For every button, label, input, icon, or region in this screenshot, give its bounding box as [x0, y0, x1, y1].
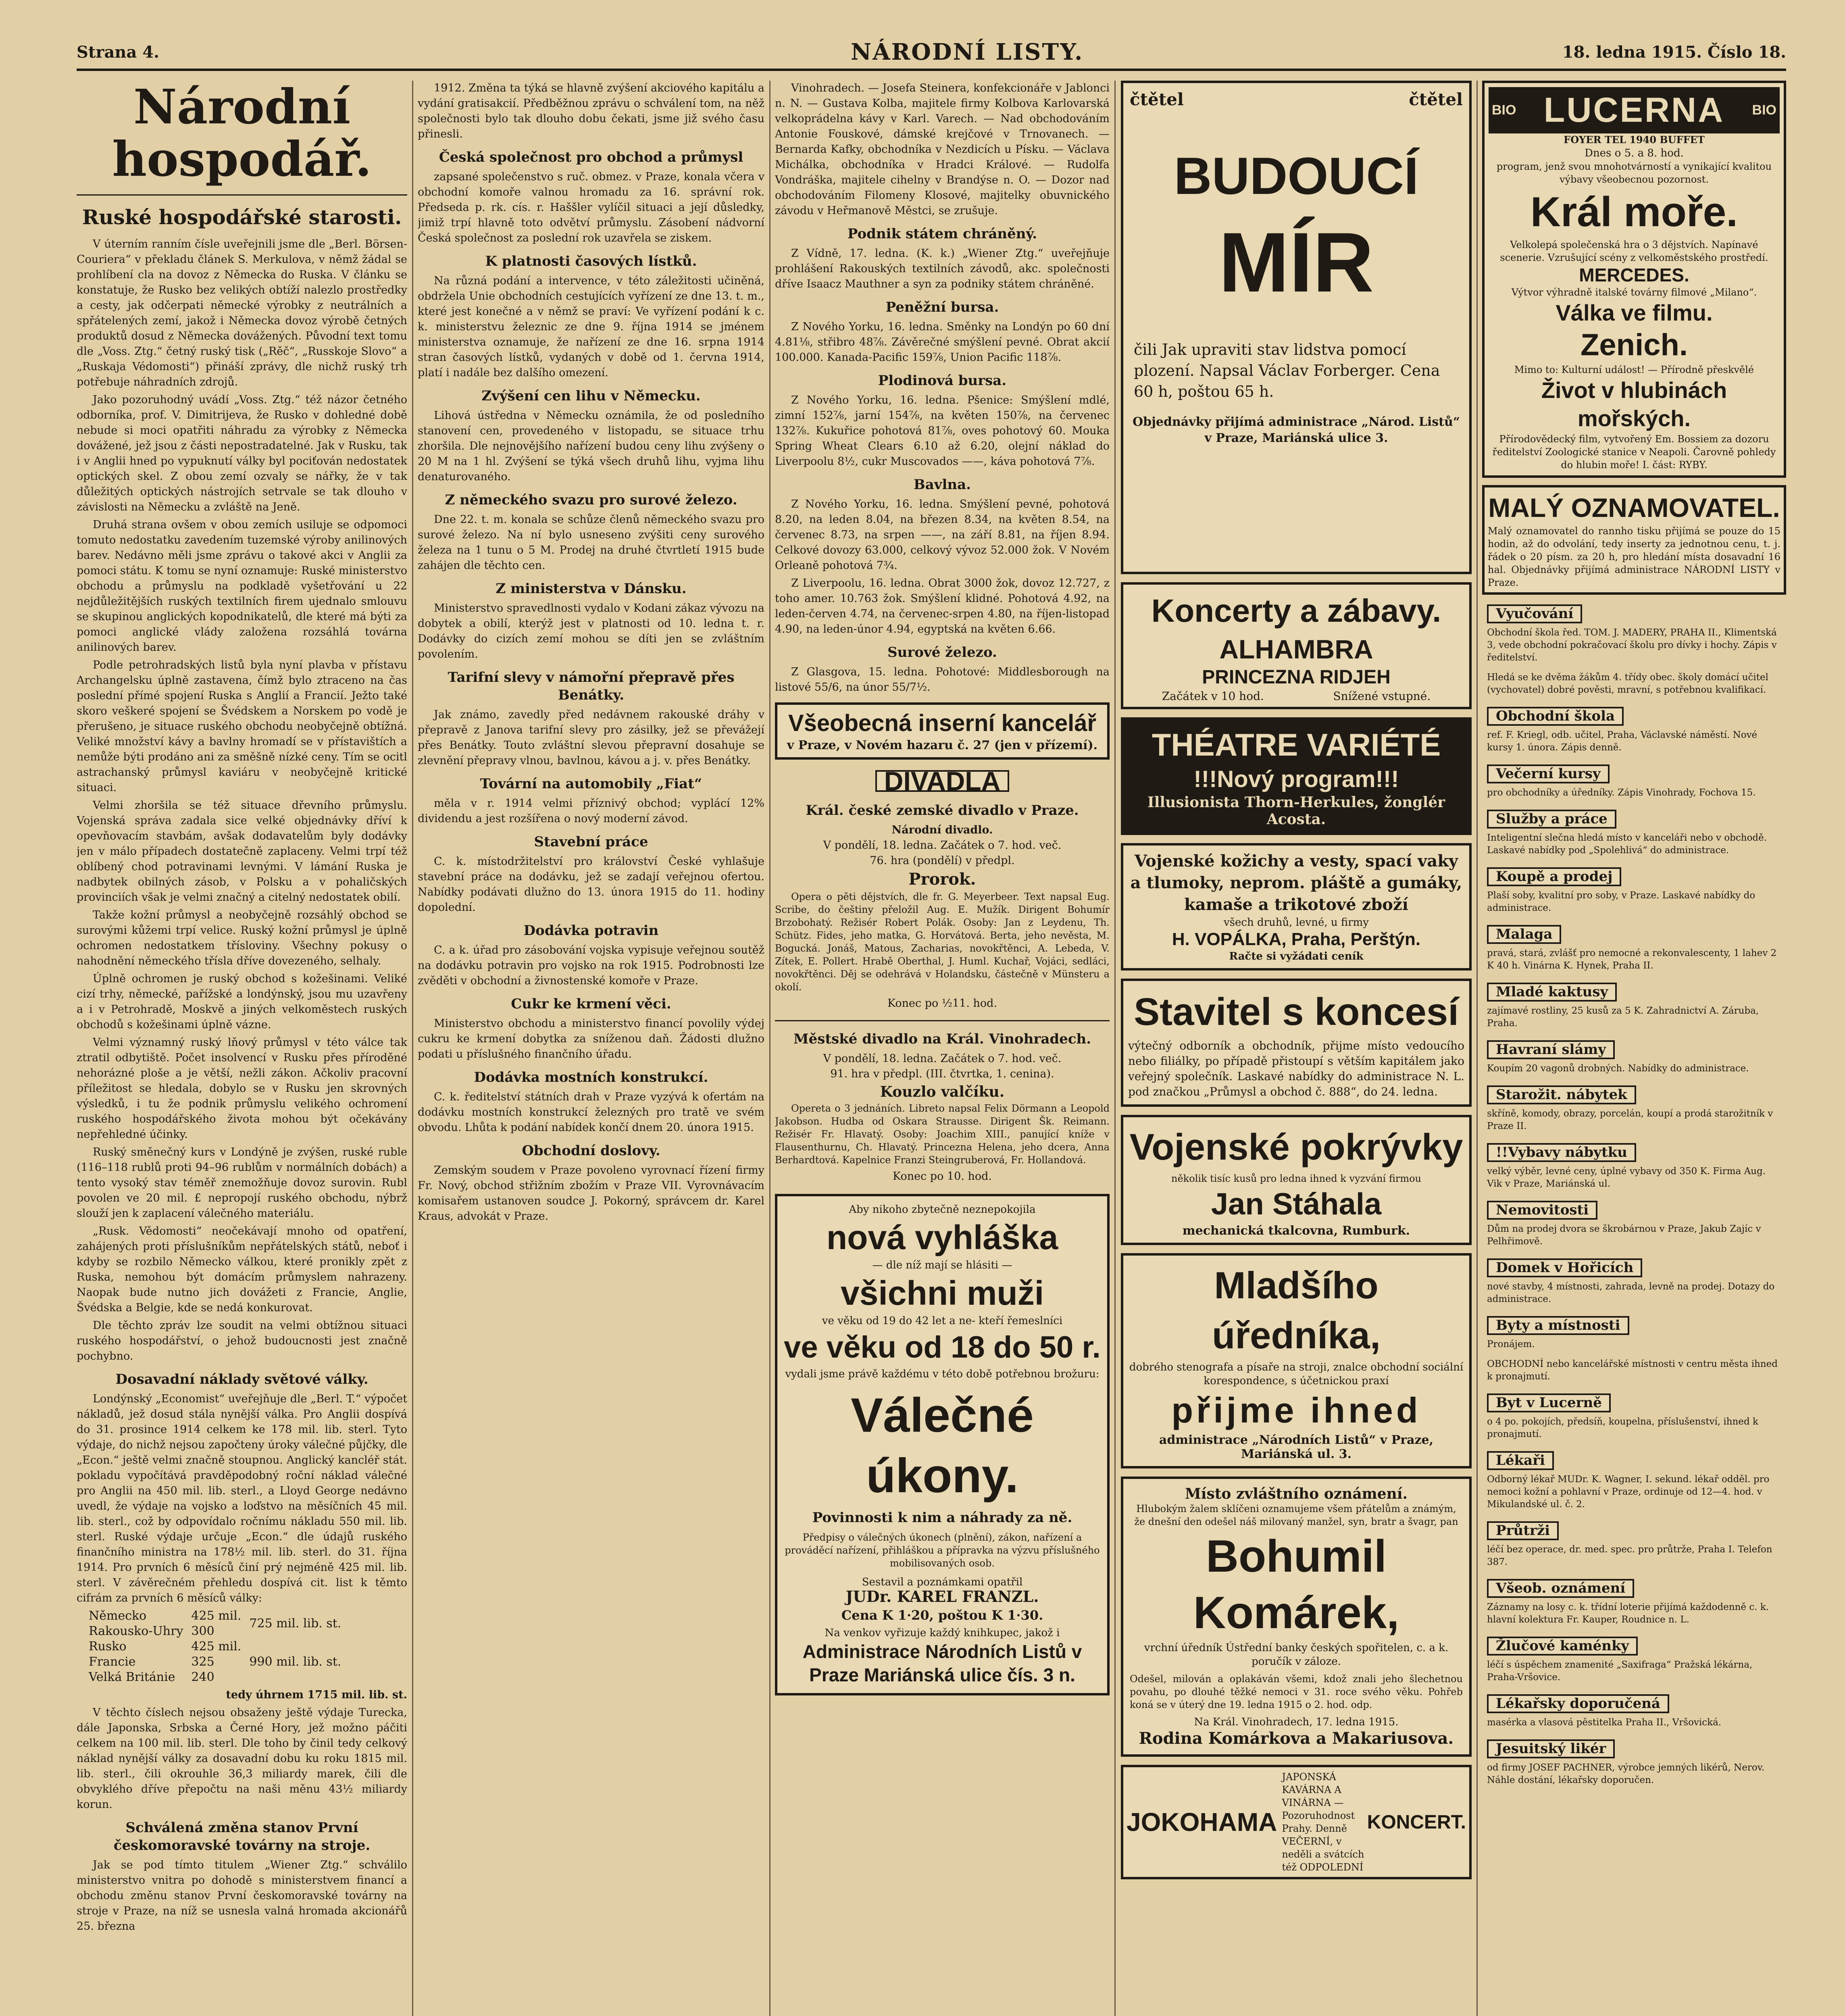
ad-uredni: Mladšího úředníka, dobrého stenografa a písaře na stroji, znalce obchodní sociální korespondence, s účetnickou praxí přijme ihned administrace „Národních Listů“ v Praze, Mariánská ul. 3.: [1121, 1253, 1472, 1468]
article-paragraph: Z Nového Yorku, 16. ledna. Pšenice: Smýšlení mdlé, zimní 152⅞, jarní 154⅞, na květen 150⅞, na červenec 132⅞. Kukuřice pohotová 81⅞, oves pohotový 60. Mouka Spring Wheat Clears 6.10 až 6.20, olejní náklad do Liverpoolu 8½, cukr Muscovados ——, káva pohotová 7⅞.: [775, 394, 1110, 468]
column-divider: [1114, 81, 1116, 2016]
play-cast: Opereta o 3 jednáních. Libreto napsal Felix Dörmann a Leopold Jakobson. Hudba od Oskara Strausse. Dirigent Šk. Reimann. Režisér Fr. Hlavatý. Osoby: Joachim XIII., panující kníže v Flausenthurnu, Ch. Hlavatý. Princezna Helena, jeho dcera, Anna Berhardtová. Kapelnice Franzi Steingruberová, Fr. Hollandová.: [775, 1103, 1110, 1166]
article-paragraph: „Rusk. Vědomosti“ neočekávají mnoho od opatření, zahájených proti příslušníkům nepřátelských států, neboť i kdyby se rozbilo Německo válkou, které pronikly zpět z Ruska, nemohou být domácím průmyslem nahrazeny. Naopak bude nutno jich dovážeti z Francie, Anglie, Švédska a Belgie, kde se nedá konkurovat.: [77, 1225, 407, 1314]
article-paragraph: Z Nového Yorku, 16. ledna. Směnky na Londýn po 60 dní 4.81⅛, střibro 48⅞. Závěrečné smýšlení pevné. Obrat akcií 100.000. Kanada-Pacific 159⅞, Union Pacific 118⅞.: [775, 321, 1110, 364]
column-divider: [1476, 81, 1478, 2016]
ad-stavitel: Stavitel s koncesí výtečný odborník a obchodník, přijme místo vedoucího nebo filiálky, po případě přistoupí s větším kapitálem jako veřejný společník. Laskavé nabídky do administrace N. L. pod značkou „Průmysl a obchod č. 888“, do 24. ledna.: [1121, 979, 1472, 1107]
column-3: Vinohradech. — Josefa Steinera, konfekcionáře v Jablonci n. N. — Gustava Kolba, majitele firmy Kolbova Karlovarská velkoprádelna kávy v Karl. Varech. — Nad obchodováním Antonie Fouskové, dámské krejčové v Trnovanech. — Bernarda Kafky, obchodníka v Nezdicích u Písku. — Václava Michálka, obchodníka v Hradci Králové. — Rudolfa Vondráška, majitele cihelny v Brandýse n. O. — Dozor nad obchodováním Filomeny Klosové, majitelky obuvnického závodu v Heřmanově Městci, se zrušuje. Podnik státem chráněný. Z Vídně, 17. ledna. (K. k.) „Wiener Ztg.“ uveřejňuje prohlášení Rakouských textilních závodů, akc. společnosti dříve Isaacz Mauthner a syn za podniky státem chráněné. Peněžní bursa. Z Nového Yorku, 16. ledna. Směnky na Londýn po 60 dní 4.81⅛, střibro 48⅞. Závěrečné smýšlení pevné. Obrat akcií 100.000. Kanada-Pacific 159⅞, Union Pacific 118⅞. Plodinová bursa. Z Nového Yorku, 16. ledna. Pšenice: Smýšlení mdlé, zimní 152⅞, jarní 154⅞, na květen 150⅞, na červenec 132⅞. Kukuřice pohotová 81⅞, oves pohotový 60. Mouka Spring Wheat Clears 6.10 až 6.20, olejní náklad do Liverpoolu 8½, cukr Muscovados ——, káva pohotová 7⅞. Bavlna. Z Nového Yorku, 16. ledna. Smýšlení pevné, pohotová 8.20, na leden 8.04, na březen 8.34, na květen 8.54, na červenec 8.73, na srpen ——, na září 8.81, na říjen 8.94. Celkové dovozy 63.000, celkový vývoz 52.000 žok. V Novém Orleaně pohotová 7¾. Z Liverpoolu, 16. ledna. Obrat 3000 žok, dovoz 12.727, z toho amer. 10.763 žok. Smýšlení klidné. Pohotová 4.92, na leden-červen 4.74, na červenec-srpen 4.80, na říjen-listopad 4.90, na leden-únor 4.94, egyptská na květen 6.66. Surové železo. Z Glasgova, 15. ledna. Pohotové: Middlesborough na listové 55/6, na únor 55/7½. Všeobecná inserní kancelář v Praze, v Novém hazaru č. 27 (jen v přízemí). DIVADLA Král. české zemské divadlo v Praze. Národní divadlo. V pondělí, 18. ledna. Začátek o 7. hod. več. 76. hra (pondělí) v předpl. Prorok. Opera o pěti dějstvích, dle fr. G. Meyerbeer. Text napsal Eug. Scribe, do češtiny přeložil Aug. E. Mužík. Dirigent Bohumír Brzobohatý. Režisér Robert Polák. Osoby: Jan z Leydenu, Th. Schütz. Fides, jeho matka, G. Horvátová. Berta, jeho nevěsta, M. Bogucká. Jonáš, Matous, Zacharias, novokřtěnci, A. Lebeda, V. Zítek, E. Pollert. Hrabě Oberthal, J. Huml. Kuchař, Vojáci, sedláci, novokřtěnci. Děj se odehrává v Holandsku, částečně v Münsteru a okolí. Konec po ½11. hod. Městské divadlo na Král. Vinohradech. V pondělí, 18. ledna. Začátek o 7. hod. več. 91. hra v předpl. (III. čtvrtka, 1. cenina). Kouzlo valčíku. Opereta o 3 jednáních. Libreto napsal Felix Dörmann a Leopold Jakobson. Hudba od Oskara Strausse. Dirigent Šk. Reimann. Režisér Fr. Hlavatý. Osoby: Joachim XIII., panující kníže v Flausenthurnu, Ch. Hlavatý. Princezna Helena, jeho dcera, Anna Berhardtová. Kapelnice Franzi Steingruberová, Fr. Hollandová. Konec po 10. hod. Aby nikoho zbytečně neznepokojila nová vyhláška — dle níž mají se hlásiti — všichni muži ve věku od 19 do 42 let a ne- kteří řemeslníci ve věku od 18 do 50 r. vydali jsme právě každému v této době potřebnou brožuru: Válečné úkony. Povinnosti k nim a náhrady za ně. Předpisy o válečných úkonech (plnění), zákon, nařízení a prováděcí nařízení, přihláškou a přípravka na výzvu příslušného mobilisovaných osob. Sestavil a poznámkami opatřil JUDr. KAREL FRANZL. Cena K 1·20, poštou K 1·30. Na venkov vyřizuje každý knihkupec, jakož i Administrace Národních Listů v Praze Mariánská ulice čís. 3 n.: [775, 81, 1110, 2016]
article-title: K platnosti časových lístků.: [485, 253, 697, 269]
classified-heading: Havraní slámy: [1487, 1040, 1615, 1059]
play-title: Kouzlo valčíku.: [880, 1083, 1005, 1100]
article-paragraph: Jak známo, zavedly před nedávnem rakouské dráhy v přepravě z Janova tarifní slevy pro zásilky, jež se převážejí přes Benátky. Touto zvláštní slevou přepravní dosahuje se zlevnění přepravy vlnou, bavlnou, kávou a j. v. přes Benátky.: [418, 708, 764, 767]
classified-ad: [1487, 601, 1781, 664]
war-cost-total: tedy úhrnem 1715 mil. lib. st.: [226, 1689, 407, 1701]
table-row: Velká Británie 240: [89, 1670, 214, 1684]
article-paragraph: Ruský směnečný kurs v Londýně je zvýšen, ruské ruble (116–118 rublů proti 94–96 rublům v normálních dobách) a tento vysoký stav téměř znemožňuje dovoz surovin. Rubl povolen ve 20 mil. £ nepropojí ruského obchodu, nýbrž slouží jen k zaplacení válečného materiálu.: [77, 1146, 407, 1220]
classified-ad: [1487, 1198, 1781, 1248]
table-row: Rakousko-Uhry 300: [89, 1624, 214, 1638]
classified-text: pro obchodníky a úředníky. Zápis Vinohrady, Fochova 15.: [1487, 787, 1756, 798]
article-paragraph: Ministerstvo obchodu a ministerstvo financí povolily výdej cukru ke krmení dobytka za sníženou daň. Žádosti dlužno podati u příslušného finančního úřadu.: [418, 1017, 764, 1060]
classified-heading: Koupě a prodej: [1487, 867, 1621, 886]
column-divider: [769, 81, 770, 2016]
classified-heading: Malaga: [1487, 925, 1561, 944]
article-paragraph: V úterním ranním čísle uveřejnili jsme dle „Berl. Börsen-Couriera“ v překladu článek S. Merkulova, v němž žádal se prohlíbení cla na dovoz z Německa do Ruska. V článku se konstatuje, že Rusko bez velikých obtíží nalezlo prostředky a cesty, jak odčerpati německé výrobky z neutrálních a spřátelených zemí, jakož i Německa dovoz výrobě četných produktů dosud z Německa dovážených. Původní text tomu dle „Voss. Ztg.“ četný ruský tisk („Rěč“, „Russkoje Slovo“ a „Ruskaja Védomosti“) přináší zprávy, dle nichž ruský trh potřebuje náhradních zdrojů.: [77, 238, 407, 388]
article-paragraph: Dle těchto zpráv lze soudit na velmi obtížnou situaci ruského hospodářství, o jehož budoucnosti jest značně pochybno.: [77, 1319, 407, 1362]
article-paragraph: Vinohradech. — Josefa Steinera, konfekcionáře v Jablonci n. N. — Gustava Kolba, majitele firmy Kolbova Karlovarská velkoprádelna kávy v Karl. Varech. — Nad obchodováním Antonie Fouskové, dámské krejčové v Trnovanech. — Bernarda Kafky, obchodníka v Nezdicích u Písku. — Václava Michálka, obchodníka v Hradci Králové. — Rudolfa Vondráška, majitele cihelny v Brandýse n. O. — Dozor nad obchodováním Filomeny Klosové, majitelky obuvnického závodu v Heřmanově Městci, se zrušuje.: [775, 82, 1110, 217]
classified-text: Plaší soby, kvalitní pro soby, v Praze. Laskavé nabídky do administrace.: [1487, 890, 1755, 913]
article-title: Schválená změna stanov První českomoravské továrny na stroje.: [113, 1820, 371, 1854]
classified-heading: Starožit. nábytek: [1487, 1085, 1636, 1104]
article-paragraph: Jako pozoruhodný uvádí „Voss. Ztg.“ též názor četného odborníka, prof. V. Dimitrijeva, že Rusko v dohledné době nebude si moci opatřiti náhradu za výrobky z Německa dovážené, jež jsou z části nepostradatelné. Jak v Rusku, tak i v Anglii hned po vypuknutí války byl pociťován nedostatek optických skel. Z obou zemí ozvaly se nářky, že v tak důležitých optických nástrojích setrvale se tak dlouho v závislosti na Německu a zvláště na Jeně.: [77, 394, 407, 513]
classified-text: masérka a vlasová pěstitelka Praha II., Vršovická.: [1487, 1717, 1722, 1728]
article-paragraph: měla v r. 1914 velmi příznivý obchod; vyplácí 12% dividendu a jest rozšířena o nový moderní závod.: [418, 797, 764, 825]
theatre-heading: DIVADLA: [775, 767, 1110, 795]
issue-date: 18. ledna 1915. Číslo 18.: [1562, 43, 1786, 62]
article-title: Z německého svazu pro surové železo.: [445, 492, 737, 508]
classified-text: Záznamy na losy c. k. třídní loterie přijímá každodenně c. k. hlavní kolektura Fr. Kauper, Roudnice n. L.: [1487, 1602, 1769, 1625]
article-title: Cukr ke krmení věci.: [511, 996, 671, 1012]
classified-heading: Služby a práce: [1487, 810, 1616, 829]
war-cost-table: [85, 1608, 345, 1685]
ad-umrti: Místo zvláštního oznámení. Hlubokým žalem sklíčeni oznamujeme všem přátelům a známým, že dnešní den odešel náš milovaný manžel, syn, bratr a švagr, pan Bohumil Komárek, vrchní úředník Ústřední banky českých spořitelen, c. a k. poručík v záloze. Odešel, milován a oplakáván všemi, kdož znali jeho šlechetnou povahu, po dlouhé těžké nemoci v 31. roce svého věku. Pohřeb koná se v úterý dne 19. ledna 1915 o 2. hod. odp. Na Král. Vinohradech, 17. ledna 1915. Rodina Komárkova a Makariusova.: [1121, 1477, 1472, 1757]
classified-text: léčí bez operace, dr. med. spec. pro průtrže, Praha I. Telefon 387.: [1487, 1544, 1772, 1567]
ad-kozichy: Vojenské kožichy a vesty, spací vaky a tlumoky, neprom. pláště a gumáky, kamaše a trikotové zboží všech druhů, levné, u firmy H. VOPÁLKA, Praha, Perštýn. Račte si vyžádati ceník: [1121, 843, 1472, 971]
article-paragraph: Velmi zhoršila se též situace dřevního průmyslu. Vojenská správa zadala sice velké objednávky dříví k opevňovacím stavbám, avšak dodavatelům byly dodávky jen v málo případech dostatečně zaplaceny. Velmi trpí též oblíbený chod potravinami levnými. V lámání Ruska je nadbytek obilných zásob, v Polsku a v pohaličských provinciích však je velmi značný a citelný nedostatek obilí.: [77, 799, 407, 904]
classified-text: Dům na prodej dvora se škrobárnou v Praze, Jakub Zajíc v Pelhřimově.: [1487, 1224, 1761, 1247]
classified-heading: Lékařsky doporučená: [1487, 1694, 1669, 1713]
classified-ad: [1487, 704, 1781, 754]
classified-text: Koupím 20 vagonů drobných. Nabídky do administrace.: [1487, 1063, 1749, 1074]
classified-heading: !!Vybavy nábytku: [1487, 1143, 1636, 1162]
classified-ad: [1487, 1633, 1781, 1684]
ad-inserce: Všeobecná inserní kancelář v Praze, v Novém hazaru č. 27 (jen v přízemí).: [775, 702, 1110, 760]
article-paragraph: Na různá podání a intervence, v této záležitosti učiněná, obdržela Unie obchodních cestujících vyřízení ze dne 13. t. m., které jest konečné a v němž se praví: Ve vyřízení podání k c. k. ministerstvu železnic ze dne 9. října 1914 se jménem ministerstva oznamuje, že nařízení ze dne 16. srpna 1914 stran časových lístků, vydaných v době od 1. června 1914, platí i nadále bez dalšího omezení.: [418, 275, 764, 379]
classified-text: Odborný lékař MUDr. K. Wagner, I. sekund. lékař odděl. pro nemoci kožní a pohlavní v Praze, ordinuje od 12—4. hod. v Mikulandské ul. č. 2.: [1487, 1474, 1770, 1510]
article-paragraph: Druhá strana ovšem v obou zemích usiluje se odpomoci tomuto nedostatku zavedením tuzemské výroby anilinových barev. Nedávno měli jsme zprávu o takové akci v Anglii za pomoci státu. K tomu se nyní oznamuje: Ruské ministerstvo obchodu a průmyslu na podkladě vyšetřování u 22 nejdůležitějších ruských textilních firem ujednalo smlouvu se skupinou anglických kopodnikatelů, dle které má býti za pomoci anglické vlády založena rozsáhlá továrna anilinových barev.: [77, 519, 407, 654]
classified-ad: [1487, 979, 1781, 1030]
classified-heading: Žlučové kaménky: [1487, 1637, 1638, 1656]
classified-ad: [1487, 761, 1781, 799]
table-row: Francie 325: [89, 1655, 214, 1669]
play-cast: Opera o pěti dějstvích, dle fr. G. Meyerbeer. Text napsal Eug. Scribe, do češtiny přeložil Aug. E. Mužík. Dirigent Bohumír Brzobohatý. Režisér Robert Polák. Osoby: Jan z Leydenu, Th. Schütz. Fides, jeho matka, G. Horvátová. Berta, jeho nevěsta, M. Bogucká. Jonáš, Matous, Zacharias, novokřtěnci, A. Lebeda, V. Zítek, E. Pollert. Hrabě Oberthal, J. Huml. Kuchař, Vojáci, sedláci, novokřtěnci. Děj se odehrává v Holandsku, částečně v Münsteru a okolí.: [775, 891, 1110, 993]
classified-text: pravá, stará, zvlášť pro nemocné a rekonvalescenty, 1 lahev 2 K 40 h. Vinárna K. Hynek, Praha II.: [1487, 948, 1777, 971]
classified-ad: [1487, 1255, 1781, 1306]
classified-heading: Večerní kursy: [1487, 764, 1610, 783]
classified-heading: Nemovitosti: [1487, 1201, 1597, 1220]
column-5: [1482, 81, 1786, 2016]
classified-text: Obchodní škola řed. TOM. J. MADERY, PRAHA II., Klimentská 3, vede obchodní pokračovací školu pro dívky i hochy. Zápis v ředitelství.: [1487, 627, 1777, 663]
classified-ad: [1487, 1390, 1781, 1441]
classified-ad: [1487, 1037, 1781, 1075]
article-paragraph: Z Nového Yorku, 16. ledna. Smýšlení pevné, pohotová 8.20, na leden 8.04, na březen 8.34, na květen 8.54, na červenec 8.73, na srpen ——, na září 8.81, na říjen 8.94. Celkové dovozy 63.000, celkový vývoz 52.000 žok. V Novém Orleaně pohotová 7¾.: [775, 498, 1110, 572]
divider: [775, 1020, 1110, 1021]
classified-heading: Byty a místnosti: [1487, 1316, 1629, 1335]
article-paragraph: C. k. místodržitelství pro království České vyhlašuje stavební práce na dodávku, jež se zadají veřejnou ofertou. Nabídky podávati dlužno do 13. února 1915 do 11. hodiny dopolední.: [418, 855, 764, 914]
classified-heading: Byt v Lucerně: [1487, 1393, 1611, 1412]
classified-heading: Domek v Hořicích: [1487, 1258, 1642, 1277]
section-title: Národní hospodář.: [112, 81, 372, 187]
classified-ad: [1487, 1448, 1781, 1511]
classified-heading: Lékaři: [1487, 1451, 1554, 1470]
classified-heading: Jesuitský likér: [1487, 1739, 1615, 1758]
divider: [77, 194, 407, 196]
classified-ad: [1487, 806, 1781, 857]
article-paragraph: zapsané společenstvo s ruč. obmez. v Praze, konala včera v obchodní komoře valnou hromadu za 16. správní rok. Předseda p. rk. cís. r. Haššler vylíčil situaci a její důsledky, jimiž trpí hlavně toto odvětví průmyslu. Zásobení nádvorní Česká společnost za poslední rok uzavřela se ziskem.: [418, 171, 764, 244]
ad-jokohama: JOKOHAMA JAPONSKÁ KAVÁRNA A VINÁRNA — Pozoruhodnost Prahy. Denně VEČERNÍ, v neděli a svátcích též ODPOLEDNÍ KONCERT.: [1121, 1765, 1472, 1879]
classified-heading: Průtrži: [1487, 1521, 1559, 1540]
column-1: [77, 81, 407, 2016]
classified-ad: [1487, 1082, 1781, 1133]
theatre-name: Městské divadlo na Král. Vinohradech.: [793, 1031, 1091, 1047]
classified-ad: [1487, 1576, 1781, 1626]
article-title: Plodinová bursa.: [878, 373, 1007, 389]
ad-lucerna: BIO LUCERNA BIO FOYER TEL 1940 BUFFET Dnes o 5. a 8. hod. program, jenž svou mnohotvárností a vynikající kvalitou výbavy všeobecnou pozornost. Král moře. Velkolepá společenská hra o 3 dějstvích. Napínavé scenerie. Vzrušující scény z velkoměstského prostředí. MERCEDES. Výtvor výhradně italské továrny filmové „Milano“. Válka ve filmu. Zenich. Mimo to: Kulturní událost! — Přírodně přeskvělé Život v hlubinách mořských. Přírodovědecký film, vytvořený Em. Bossiem za dozoru ředitelství Zoologické stanice v Neapoli. Čarovně pohledy do hlubin moře! I. část: RYBY.: [1482, 81, 1786, 478]
article-title: Z ministerstva v Dánsku.: [496, 581, 687, 597]
article-paragraph: Velmi významný ruský lňový průmysl v této válce tak ztratil odbytiště. Počet insolvencí v Rusku přes příroděné nehorázné ploše a je větší, nežli zákon. Ačkoliv pracovní příležitost se hledala, dobylo se v Rusku jen skrovných výsledků, i tu že podnik průmyslu velikého ochromení ruského hospodářského života mohou být očekávány nepřehledné účinky.: [77, 1036, 407, 1141]
classified-text: velký výběr, levné ceny, úplné vybavy od 350 K. Firma Aug. Vik v Praze, Mariánská ul.: [1487, 1166, 1766, 1189]
article-paragraph: Z Vídně, 17. ledna. (K. k.) „Wiener Ztg.“ uveřejňuje prohlášení Rakouských textilních závodů, akc. společnosti dříve Isaacz Mauthner a syn za podniky státem chráněné.: [775, 247, 1110, 290]
article-title: Obchodní doslovy.: [522, 1143, 660, 1159]
classified-heading: Mladé kaktusy: [1487, 983, 1617, 1002]
article-title: Dosavadní náklady světové války.: [115, 1371, 369, 1387]
article-title: Dodávka potravin: [523, 923, 659, 939]
article-paragraph: Z Liverpoolu, 16. ledna. Obrat 3000 žok, dovoz 12.727, z toho amer. 10.763 žok. Smýšlení klidné. Pohotová 4.92, na leden-červen 4.74, na červenec-srpen 4.80, na říjen-listopad 4.90, na leden-únor 4.94, egyptská na květen 6.66.: [775, 577, 1110, 635]
classified-text: OBCHODNÍ nebo kancelářské místnosti v centru města ihned k pronajmutí.: [1487, 1359, 1778, 1382]
page-header: [77, 39, 1786, 67]
classified-ad: [1487, 1358, 1781, 1383]
classified-text: Pronájem.: [1487, 1339, 1535, 1350]
maly-oznamovatel-header: MALÝ OZNAMOVATEL. Malý oznamovatel do rannho tisku přijímá se pouze do 15 hodin, až do odvolání, tedy inserty za jednotnou cenu, t. j. řádek o 20 písm. za 20 h, pro hledání místa dosavadní 16 hal. Objednávky přijímá administrace NÁRODNÍ LISTY v Praze.: [1482, 485, 1786, 595]
ad-vyhlaska: Aby nikoho zbytečně neznepokojila nová vyhláška — dle níž mají se hlásiti — všichni muži ve věku od 19 do 42 let a ne- kteří řemeslníci ve věku od 18 do 50 r. vydali jsme právě každému v této době potřebnou brožuru: Válečné úkony. Povinnosti k nim a náhrady za ně. Předpisy o válečných úkonech (plnění), zákon, nařízení a prováděcí nařízení, přihláškou a přípravka na výzvu příslušného mobilisovaných osob. Sestavil a poznámkami opatřil JUDr. KAREL FRANZL. Cena K 1·20, poštou K 1·30. Na venkov vyřizuje každý knihkupec, jakož i Administrace Národních Listů v Praze Mariánská ulice čís. 3 n.: [775, 1194, 1110, 1695]
article-title: Tovární na automobily „Fiat“: [480, 776, 702, 792]
classified-text: zajímavé rostliny, 25 kusů za 5 K. Zahradnictví A. Záruba, Praha.: [1487, 1006, 1759, 1029]
classified-text: o 4 po. pokojích, předsíň, koupelna, příslušenství, ihned k pronajmutí.: [1487, 1416, 1758, 1439]
classified-ad: [1487, 1313, 1781, 1351]
article-paragraph: Ministerstvo spravedlnosti vydalo v Kodani zákaz vývozu na dobytek a obilí, kterýž jest v platnosti od 10. ledna t. r. Dodávky do cizích zemí mohou se díti jen se zvláštním povolením.: [418, 602, 764, 660]
article-title: Dodávka mostních konstrukcí.: [474, 1069, 708, 1085]
article-paragraph: 1912. Změna ta týká se hlavně zvýšení akciového kapitálu a vydání gratisakcií. Předběžnou zprávu o schválení tom, na něž společnosti bylo tak dlouho dobu čekati, jsme již svého času přinesli.: [418, 82, 764, 140]
classified-heading: Všeob. oznámení: [1487, 1579, 1634, 1598]
table-row: Německo 425 mil. 725 mil. lib. st.: [89, 1609, 342, 1631]
article-title: Surové železo.: [887, 644, 997, 660]
play-title: Prorok.: [908, 870, 976, 889]
article-paragraph: Lihová ústředna v Německu oznámila, že od posledního stanovení cen, provedeného v listopadu, se situace trhu zhoršila. Dle nejnovějšího nařízení budou ceny lihu zvýšeny o 20 M na 1 hl. Zvýšení se týká všech druhů lihu, vyjma lihu denaturovaného.: [418, 409, 764, 483]
article-paragraph: Takže kožní průmysl a neobyčejně rozsáhlý obchod se surovými kůžemi trpí velice. Ruský kožní průmysl je úplně ochromen nedostatkem třísloviny. Všechny pokusy o nahodnění německého třísla dříve dovezeného, selhaly.: [77, 909, 407, 967]
ad-variete: THÉATRE VARIÉTÉ !!!Nový program!!! Illusionista Thorn-Herkules, žonglér Acosta.: [1121, 717, 1472, 835]
column-4-ads: [1121, 81, 1472, 2016]
classified-heading: Vyučování: [1487, 604, 1582, 623]
article-paragraph: Londýnský „Economist“ uveřejňuje dle „Berl. T.“ výpočet nákladů, jež dosud stála nynější válka. Pro Anglii dospívá do 31. prosince 1914 celkem ke 178 mil. lib. sterl. Tyto výdaje, do nichž nejsou započteny úroky válečné půjčky, dle „Econ.“ ještě velmi značně stoupnou. Anglický kancléř stát. pokladu vypočítává pravděpodobný roční náklad válečné pro Anglii na 450 mil. lib. sterl., a Lloyd George nedávno uvedl, že výdaje na vojsko a loďstvo na měsíčních 45 mil. lib. sterl., což by odpovídalo ročnímu nákladu 550 mil. lib. sterl. Ruské výdaje určuje „Econ.“ dle údajů ruského finančního ministra na 178½ mil. lib. sterl. do 31. října 1914. Pro prvních 6 měsíců činí prý nejméně 425 mil. lib. sterl. V závěrečném přehledu dospívá cit. list k těmto cifrám za prvních 6 měsíců války:: [77, 1393, 407, 1604]
ad-koncerty: Koncerty a zábavy. ALHAMBRA PRINCEZNA RIDJEH Začátek v 10 hod. Snížené vstupné.: [1121, 582, 1472, 709]
theatre-name: Král. české zemské divadlo v Praze.: [806, 802, 1079, 818]
article-paragraph: V těchto číslech nejsou obsaženy ještě výdaje Turecka, dále Japonska, Srbska a Černé Hory, jež možno páčiti celkem na 100 mil. lib. sterl. Dle toho by činil tedy celkový náklad nynější války za dosavadní dobu ku roku 1815 mil. lib. sterl., čili okrouhle 36,3 miliardy marek, čili dle obvyklého dříve přepočtu na naši měnu 43½ miliardy korun.: [77, 1706, 407, 1811]
table-row: Rusko 425 mil. 990 mil. lib. st.: [89, 1639, 342, 1669]
article-paragraph: Zemským soudem v Praze povoleno vyrovnací řízení firmy Fr. Nový, obchod střižním zbožím v Praze VII. Vyrovnávacím komisařem ustanoven soudce J. Pokorný, správcem dr. Karel Kraus, advokát v Praze.: [418, 1164, 764, 1223]
article-paragraph: Jak se pod tímto titulem „Wiener Ztg.“ schválilo ministerstvo vnitra po dohodě s ministerstvem financí a obchodu změnu stanov První českomoravské továrny na stroje v Praze, na níž se usnesla valná hromada akcionářů 25. března: [77, 1859, 407, 1933]
masthead-title: NÁRODNÍ LISTY.: [851, 39, 1084, 65]
classified-ad: [1487, 864, 1781, 914]
article-title: Tarifní slevy v námořní přepravě přes Benátky.: [448, 669, 735, 703]
article-title: Zvýšení cen lihu v Německu.: [481, 388, 701, 404]
classified-ad: [1487, 1140, 1781, 1190]
article-paragraph: C. k. ředitelství státních drah v Praze vyzývá k ofertám na dodávku mostních konstrukcí železných pro tratě ve svém obvodu. Lhůta k podání nabídek končí dnem 20. února 1915.: [418, 1091, 764, 1134]
classified-heading: Obchodní škola: [1487, 707, 1624, 726]
classified-ad: [1487, 1736, 1781, 1787]
article-paragraph: Úplně ochromen je ruský obchod s kožešinami. Veliké cizí trhy, německé, pařížské a londýnský, jsou mu uzavřeny a i v Petrohradě, Moskvě a jiných velkoměstech ruských obchodů s kožešinami úplně vázne.: [77, 973, 407, 1031]
classified-text: od firmy JOSEF PACHNER, výrobce jemných likérů, Nerov. Náhle dostání, lékařsky doporučen.: [1487, 1762, 1765, 1785]
column-divider: [412, 81, 413, 2016]
classified-text: skříně, komody, obrazy, porcelán, koupí a prodá starožitník v Praze II.: [1487, 1108, 1773, 1131]
classified-text: léčí s úspěchem znamenité „Saxifraga“ Pražská lékárna, Praha-Vršovice.: [1487, 1660, 1753, 1683]
ad-pokryvky: Vojenské pokrývky několik tisíc kusů pro ledna ihned k vyzvání firmou Jan Stáhala mechanická tkalcovna, Rumburk.: [1121, 1115, 1472, 1245]
classified-ad: [1487, 922, 1781, 972]
classified-text: ref. F. Kriegl, odb. učitel, Praha, Václavské náměstí. Nové kursy 1. února. Zápis denně.: [1487, 730, 1758, 753]
classified-text: Hledá se ke dvěma žákům 4. třídy obec. školy domácí učitel (vychovatel) dobré pověsti, mravní, s potřebnou kvalifikací.: [1487, 672, 1768, 695]
classified-ad: [1487, 1691, 1781, 1729]
classifieds-list: [1482, 601, 1786, 1787]
article-title: Bavlna.: [913, 477, 971, 493]
ad-budouci-mir: čtětel čtětel BUDOUCÍ MÍR čili Jak upraviti stav lidstva pomocí plození. Napsal Václav Forberger. Cena 60 h, poštou 65 h. Objednávky přijímá administrace „Národ. Listů“ v Praze, Mariánská ulice 3.: [1121, 81, 1472, 574]
header-rule: [77, 69, 1786, 71]
article-title: Česká společnost pro obchod a průmysl: [439, 149, 743, 165]
page-number: Strana 4.: [77, 43, 160, 62]
article-paragraph: Z Glasgova, 15. ledna. Pohotové: Middlesborough na listové 55/6, na únor 55/7½.: [775, 666, 1110, 694]
article-title: Ruské hospodářské starosti.: [82, 205, 402, 229]
classified-ad: [1487, 1518, 1781, 1568]
classified-text: nové stavby, 4 místnosti, zahrada, levně na prodej. Dotazy do administrace.: [1487, 1281, 1775, 1304]
article-title: Stavební práce: [534, 834, 648, 850]
column-2: [418, 81, 764, 2016]
article-paragraph: Podle petrohradských listů byla nyní plavba v přístavu Archangelsku úplně zastavena, čímž bylo ztraceno na čas poslední přímé spojení Ruska s Anglií a Francií. Ježto také skoro veškeré spojení se Švédskem a Norskem po vodě je přerušeno, je situace ruského obchodu neobyčejně obtížná. Veliké množství kávy a bavlny hromadí se v přístavištích a nemůže býti prodáno ani za směšně nízké ceny. Tím se ocitl astrachanský průmysl kaviáru v neobyčejně kritické situaci.: [77, 659, 407, 794]
article-paragraph: Dne 22. t. m. konala se schůze členů německého svazu pro surové železo. Na ní bylo usneseno zvýšiti ceny surového železa na 1 tunu o 5 M. Prodej na druhé čtvrtletí 1915 bude zahájen dle těchto cen.: [418, 513, 764, 572]
article-title: Podnik státem chráněný.: [847, 226, 1037, 242]
article-paragraph: C. a k. úřad pro zásobování vojska vypisuje veřejnou soutěž na dodávku potravin pro vojsko na rok 1915. Podrobnosti lze zvěděti v obchodní a živnostenské komoře v Praze.: [418, 944, 764, 987]
article-title: Peněžní bursa.: [885, 299, 999, 315]
lucerna-logo: LUCERNA: [1543, 91, 1725, 129]
classified-text: Inteligentní slečna hledá místo v kanceláři nebo v obchodě. Laskavé nabídky pod „Spolehlivá“ do administrace.: [1487, 833, 1767, 856]
classified-ad: [1487, 671, 1781, 696]
